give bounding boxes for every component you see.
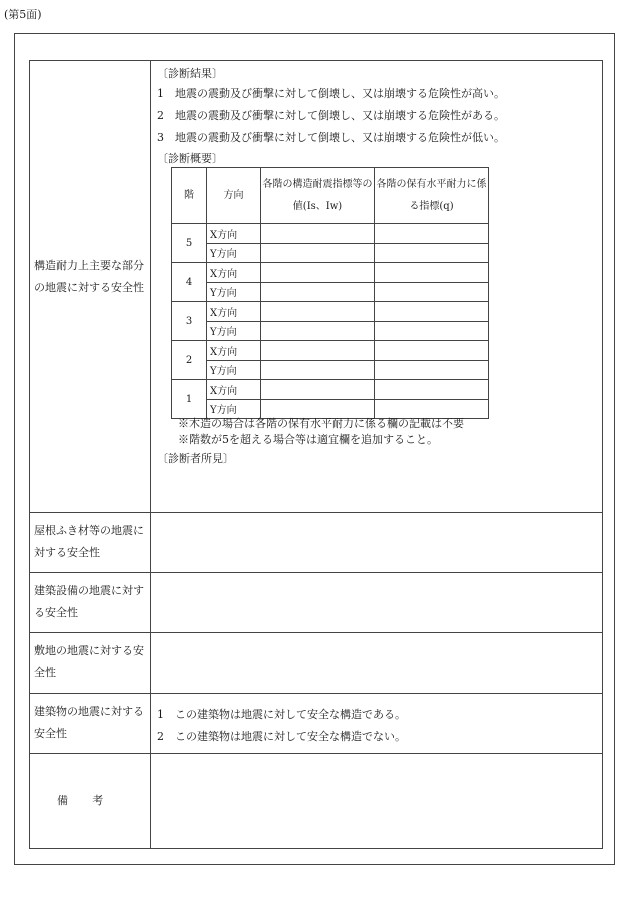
direction-y: Y方向: [207, 399, 261, 419]
table-row: [172, 341, 489, 361]
is-value-cell[interactable]: [261, 302, 375, 322]
direction-x: X方向: [207, 302, 261, 322]
direction-y: Y方向: [207, 282, 261, 302]
q-value-cell[interactable]: [375, 360, 489, 380]
table-note: ※木造の場合は各階の保有水平耐力に係る欄の記載は不要: [178, 417, 464, 430]
table-row: [172, 224, 489, 244]
direction-x: X方向: [207, 224, 261, 244]
is-value-cell[interactable]: [261, 321, 375, 341]
header-direction: 方向: [207, 168, 261, 224]
q-value-cell[interactable]: [375, 224, 489, 244]
diagnosis-result-heading: 〔診断結果〕: [157, 67, 223, 80]
direction-y: Y方向: [207, 321, 261, 341]
direction-x: X方向: [207, 341, 261, 361]
q-value-cell[interactable]: [375, 263, 489, 283]
table-row: [172, 263, 489, 283]
table-note: ※階数が5を超える場合等は適宜欄を追加すること。: [178, 433, 438, 446]
is-value-cell[interactable]: [261, 380, 375, 400]
diagnosis-result-option: 1 地震の震動及び衝撃に対して倒壊し、又は崩壊する危険性が高い。: [157, 87, 505, 100]
form-table: [29, 60, 603, 849]
q-value-cell[interactable]: [375, 282, 489, 302]
direction-y: Y方向: [207, 360, 261, 380]
diagnosis-table: [171, 167, 489, 419]
diagnoser-opinion-heading: 〔診断者所見〕: [157, 452, 234, 465]
table-row: [172, 302, 489, 322]
diagnosis-result-option: 2 地震の震動及び衝撃に対して倒壊し、又は崩壊する危険性がある。: [157, 109, 505, 122]
table-header-row: [172, 168, 489, 224]
table-row: [172, 321, 489, 341]
row-divider: [30, 512, 602, 513]
roof-safety-label: 屋根ふき材等の地震に対する安全性: [34, 524, 144, 559]
direction-y: Y方向: [207, 243, 261, 263]
diagnosis-summary-heading: 〔診断概要〕: [157, 152, 223, 165]
floor-number: 3: [172, 302, 207, 341]
direction-x: X方向: [207, 263, 261, 283]
site-safety-label: 敷地の地震に対する安全性: [34, 644, 144, 679]
header-q: 各階の保有水平耐力に係る指標(q): [375, 168, 489, 224]
building-safety-option: 1 この建築物は地震に対して安全な構造である。: [157, 708, 406, 721]
direction-x: X方向: [207, 380, 261, 400]
header-is-iw: 各階の構造耐震指標等の値(Is、Iw): [261, 168, 375, 224]
q-value-cell[interactable]: [375, 321, 489, 341]
is-value-cell[interactable]: [261, 243, 375, 263]
structural-safety-label: 構造耐力上主要な部分の地震に対する安全性: [34, 259, 144, 294]
is-value-cell[interactable]: [261, 341, 375, 361]
floor-number: 1: [172, 380, 207, 419]
q-value-cell[interactable]: [375, 380, 489, 400]
table-row: [172, 282, 489, 302]
is-value-cell[interactable]: [261, 360, 375, 380]
is-value-cell[interactable]: [261, 263, 375, 283]
header-floor: 階: [172, 168, 207, 224]
is-value-cell[interactable]: [261, 282, 375, 302]
building-safety-option: 2 この建築物は地震に対して安全な構造でない。: [157, 730, 406, 743]
floor-number: 4: [172, 263, 207, 302]
building-safety-label: 建築物の地震に対する安全性: [34, 705, 144, 740]
row-divider: [30, 753, 602, 754]
q-value-cell[interactable]: [375, 341, 489, 361]
diagnosis-result-option: 3 地震の震動及び衝撃に対して倒壊し、又は崩壊する危険性が低い。: [157, 131, 505, 144]
row-divider: [30, 693, 602, 694]
q-value-cell[interactable]: [375, 243, 489, 263]
q-value-cell[interactable]: [375, 302, 489, 322]
table-row: [172, 380, 489, 400]
table-row: [172, 360, 489, 380]
floor-number: 5: [172, 224, 207, 263]
row-divider: [30, 572, 602, 573]
equipment-safety-label: 建築設備の地震に対する安全性: [34, 584, 144, 619]
table-row: [172, 243, 489, 263]
column-divider: [150, 61, 151, 848]
page-label: (第5面): [4, 8, 42, 21]
row-divider: [30, 632, 602, 633]
floor-number: 2: [172, 341, 207, 380]
remarks-label: 備考: [57, 794, 128, 807]
is-value-cell[interactable]: [261, 224, 375, 244]
